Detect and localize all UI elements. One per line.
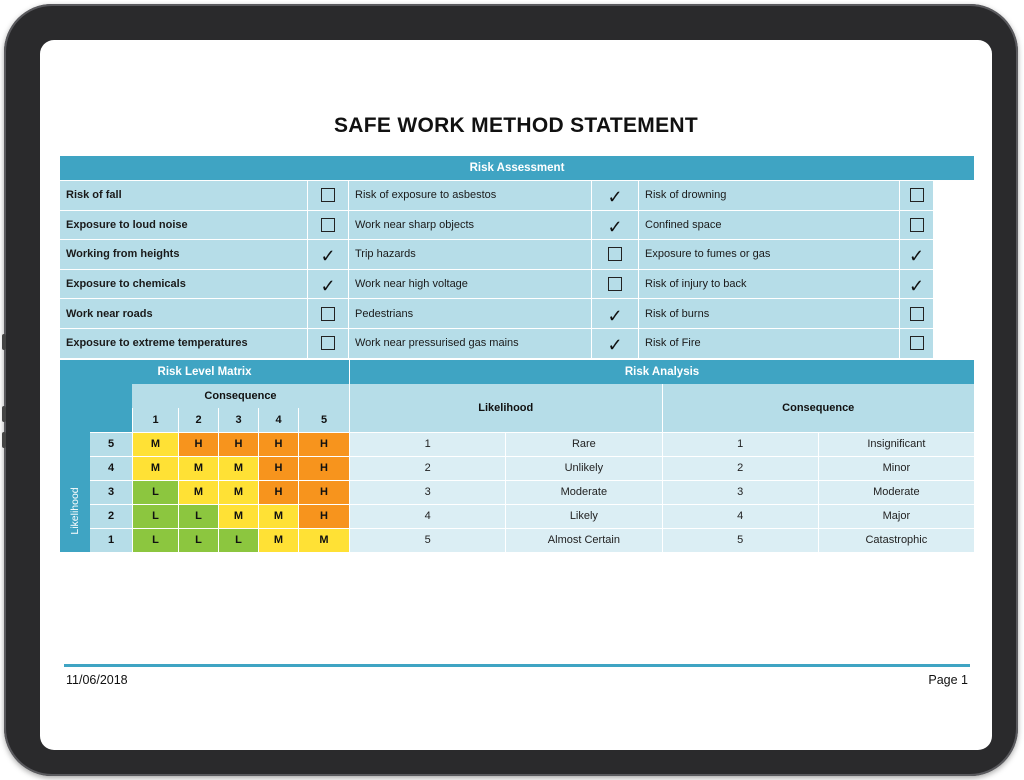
analysis-cell: Rare bbox=[505, 433, 661, 456]
checkmark-icon: ✓ bbox=[320, 276, 336, 297]
risk-checkbox[interactable] bbox=[591, 211, 639, 240]
risk-checkbox[interactable] bbox=[307, 329, 349, 358]
checkmark-icon: ✓ bbox=[320, 246, 336, 267]
likelihood-value: 2 bbox=[90, 505, 132, 528]
side-button bbox=[2, 406, 6, 422]
footer-date: 11/06/2018 bbox=[66, 673, 128, 687]
risk-level-cell: H bbox=[178, 433, 218, 456]
risk-level-cell: L bbox=[178, 529, 218, 552]
empty-checkbox-icon bbox=[910, 336, 924, 350]
risk-label: Trip hazards bbox=[349, 240, 591, 269]
risk-row bbox=[60, 298, 974, 328]
analysis-cell: Unlikely bbox=[505, 457, 661, 480]
consequence-value: 1 bbox=[132, 408, 178, 432]
risk-assessment-rows bbox=[60, 180, 974, 358]
risk-checkbox[interactable] bbox=[591, 240, 639, 269]
risk-checkbox[interactable] bbox=[899, 211, 934, 240]
analysis-cell: 1 bbox=[662, 433, 818, 456]
risk-label: Risk of exposure to asbestos bbox=[349, 181, 591, 210]
risk-level-cell: H bbox=[298, 505, 349, 528]
matrix-row bbox=[90, 456, 349, 480]
analysis-cell: Catastrophic bbox=[818, 529, 974, 552]
risk-level-cell: H bbox=[258, 481, 298, 504]
risk-level-cell: M bbox=[258, 529, 298, 552]
consequence-values bbox=[132, 408, 349, 432]
analysis-row bbox=[350, 432, 974, 456]
checkmark-icon: ✓ bbox=[908, 246, 925, 267]
risk-label: Risk of burns bbox=[639, 299, 899, 328]
empty-checkbox-icon bbox=[321, 307, 335, 321]
analysis-cell: 4 bbox=[662, 505, 818, 528]
empty-checkbox-icon bbox=[910, 218, 924, 232]
checkmark-icon: ✓ bbox=[607, 305, 623, 326]
risk-level-cell: M bbox=[218, 505, 258, 528]
likelihood-value: 3 bbox=[90, 481, 132, 504]
matrix-row bbox=[90, 480, 349, 504]
risk-level-cell: H bbox=[258, 457, 298, 480]
empty-checkbox-icon bbox=[608, 247, 622, 261]
risk-checkbox[interactable] bbox=[307, 240, 349, 269]
page-title: SAFE WORK METHOD STATEMENT bbox=[334, 114, 698, 137]
risk-level-cell: M bbox=[218, 457, 258, 480]
risk-level-cell: H bbox=[298, 433, 349, 456]
risk-label: Exposure to chemicals bbox=[60, 270, 307, 299]
risk-checkbox[interactable] bbox=[591, 329, 639, 358]
risk-level-cell: L bbox=[178, 505, 218, 528]
analysis-cell: 1 bbox=[424, 438, 431, 450]
risk-level-cell: H bbox=[298, 481, 349, 504]
consequence-value: 4 bbox=[258, 408, 298, 432]
analysis-cell: 5 bbox=[424, 534, 431, 546]
risk-label: Risk of Fire bbox=[639, 329, 899, 358]
consequence-value: 3 bbox=[218, 408, 258, 432]
risk-analysis-table bbox=[350, 360, 974, 552]
risk-checkbox[interactable] bbox=[899, 299, 934, 328]
empty-checkbox-icon bbox=[910, 307, 924, 321]
risk-label: Risk of fall bbox=[60, 181, 307, 210]
consequence-value: 5 bbox=[298, 408, 349, 432]
risk-assessment-table bbox=[60, 156, 974, 358]
empty-checkbox-icon bbox=[321, 336, 335, 350]
risk-level-cell: L bbox=[132, 505, 178, 528]
side-button bbox=[2, 432, 6, 448]
risk-level-cell: L bbox=[132, 529, 178, 552]
analysis-cell: 4 bbox=[424, 510, 431, 522]
risk-level-cell: L bbox=[132, 481, 178, 504]
analysis-cell: Moderate bbox=[818, 481, 974, 504]
risk-label: Work near roads bbox=[60, 299, 307, 328]
checkmark-icon: ✓ bbox=[607, 216, 623, 237]
risk-checkbox[interactable] bbox=[899, 270, 934, 299]
risk-level-cell: H bbox=[218, 433, 258, 456]
risk-checkbox[interactable] bbox=[899, 240, 934, 269]
risk-level-cell: M bbox=[258, 505, 298, 528]
risk-checkbox[interactable] bbox=[307, 270, 349, 299]
analysis-cell: Likely bbox=[505, 505, 661, 528]
analysis-cell: Minor bbox=[818, 457, 974, 480]
likelihood-value: 4 bbox=[90, 457, 132, 480]
likelihood-column-header: Likelihood bbox=[350, 384, 662, 432]
risk-row bbox=[60, 180, 974, 210]
analysis-cell: 2 bbox=[662, 457, 818, 480]
matrix-grid bbox=[90, 432, 349, 552]
risk-row bbox=[60, 328, 974, 358]
risk-checkbox[interactable] bbox=[307, 299, 349, 328]
analysis-row bbox=[350, 456, 974, 480]
matrix-row bbox=[90, 432, 349, 456]
checkmark-icon: ✓ bbox=[607, 335, 623, 356]
consequence-value: 2 bbox=[178, 408, 218, 432]
empty-checkbox-icon bbox=[910, 188, 924, 202]
empty-checkbox-icon bbox=[321, 218, 335, 232]
risk-label: Work near pressurised gas mains bbox=[349, 329, 591, 358]
risk-level-cell: M bbox=[132, 433, 178, 456]
likelihood-value: 1 bbox=[90, 529, 132, 552]
risk-label: Exposure to loud noise bbox=[60, 211, 307, 240]
analysis-cell: Almost Certain bbox=[505, 529, 661, 552]
analysis-cell: 3 bbox=[424, 486, 431, 498]
risk-assessment-header: Risk Assessment bbox=[60, 156, 974, 180]
risk-analysis-header: Risk Analysis bbox=[350, 360, 974, 384]
analysis-cell: 3 bbox=[662, 481, 818, 504]
risk-row bbox=[60, 239, 974, 269]
risk-row bbox=[60, 210, 974, 240]
matrix-corner bbox=[60, 384, 132, 432]
risk-row bbox=[60, 269, 974, 299]
analysis-cell: 5 bbox=[662, 529, 818, 552]
risk-checkbox[interactable] bbox=[899, 329, 934, 358]
footer-page-number: Page 1 bbox=[928, 673, 968, 687]
risk-label: Risk of injury to back bbox=[639, 270, 899, 299]
risk-label: Exposure to fumes or gas bbox=[639, 240, 899, 269]
empty-checkbox-icon bbox=[321, 188, 335, 202]
analysis-cell: Insignificant bbox=[818, 433, 974, 456]
side-button bbox=[2, 334, 6, 350]
tablet-frame bbox=[4, 4, 1018, 776]
likelihood-axis bbox=[60, 432, 90, 552]
matrix-row bbox=[90, 504, 349, 528]
likelihood-axis-label: Likelihood bbox=[69, 487, 81, 535]
risk-label: Pedestrians bbox=[349, 299, 591, 328]
risk-level-cell: H bbox=[258, 433, 298, 456]
risk-level-cell: M bbox=[178, 457, 218, 480]
analysis-row bbox=[350, 504, 974, 528]
risk-level-cell: M bbox=[298, 529, 349, 552]
checkmark-icon: ✓ bbox=[908, 276, 925, 297]
analysis-cell: Moderate bbox=[505, 481, 661, 504]
document-page bbox=[40, 40, 992, 750]
risk-level-cell: M bbox=[132, 457, 178, 480]
risk-level-cell: L bbox=[218, 529, 258, 552]
risk-label: Confined space bbox=[639, 211, 899, 240]
risk-level-cell: M bbox=[178, 481, 218, 504]
analysis-row bbox=[350, 480, 974, 504]
analysis-row bbox=[350, 528, 974, 552]
risk-checkbox[interactable] bbox=[591, 299, 639, 328]
likelihood-value: 5 bbox=[90, 433, 132, 456]
matrix-row bbox=[90, 528, 349, 552]
risk-level-cell: M bbox=[218, 481, 258, 504]
risk-checkbox[interactable] bbox=[307, 211, 349, 240]
risk-matrix-header: Risk Level Matrix bbox=[60, 360, 349, 384]
risk-level-cell: H bbox=[298, 457, 349, 480]
risk-label: Risk of drowning bbox=[639, 181, 899, 210]
risk-label: Work near sharp objects bbox=[349, 211, 591, 240]
analysis-cell: Major bbox=[818, 505, 974, 528]
risk-label: Exposure to extreme temperatures bbox=[60, 329, 307, 358]
risk-label: Working from heights bbox=[60, 240, 307, 269]
risk-checkbox[interactable] bbox=[307, 181, 349, 210]
risk-label: Work near high voltage bbox=[349, 270, 591, 299]
empty-checkbox-icon bbox=[608, 277, 622, 291]
risk-level-matrix bbox=[60, 360, 349, 552]
footer-divider bbox=[64, 664, 970, 667]
checkmark-icon: ✓ bbox=[607, 187, 623, 208]
risk-checkbox[interactable] bbox=[899, 181, 934, 210]
risk-checkbox[interactable] bbox=[591, 181, 639, 210]
analysis-cell: 2 bbox=[424, 462, 431, 474]
consequence-column-header: Consequence bbox=[662, 384, 975, 432]
consequence-heading: Consequence bbox=[132, 384, 349, 408]
risk-analysis-rows bbox=[350, 432, 974, 552]
risk-checkbox[interactable] bbox=[591, 270, 639, 299]
